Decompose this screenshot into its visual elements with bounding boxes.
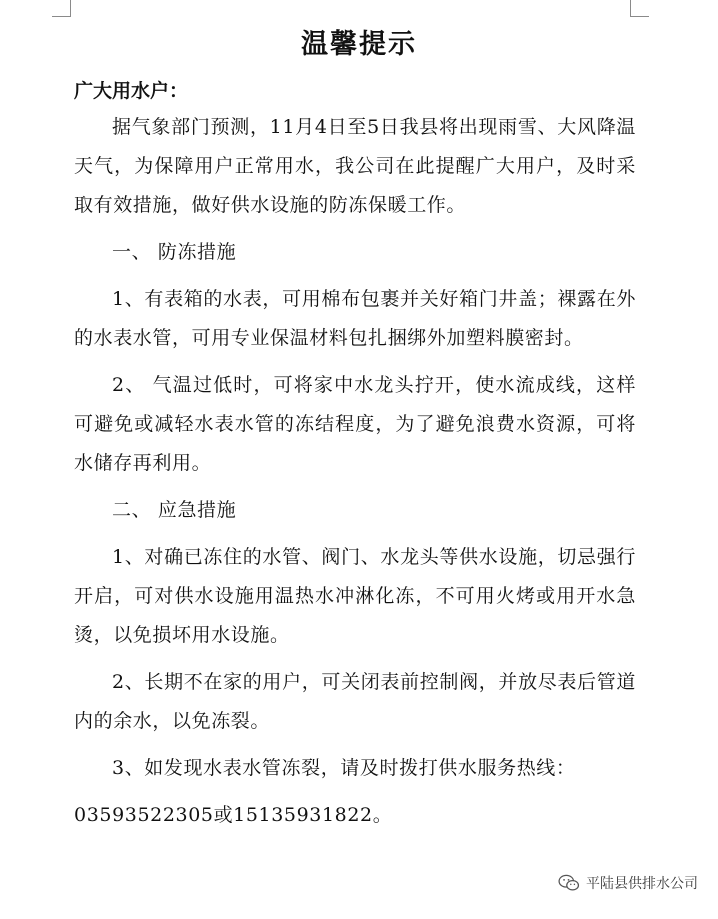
section-heading-antifreeze: 一、 防冻措施 [112,241,237,263]
crop-mark-top-right [630,0,649,17]
notice-body [74,108,636,835]
emergency-item-2: 2、长期不在家的用户，可关闭表前控制阀，并放尽表后管道内的余水，以免冻裂。 [74,671,636,732]
emergency-item-3-text: 3、如发现水表水管冻裂，请及时拨打供水服务热线： [112,757,576,779]
notice-greeting: 广大用水户： [74,80,189,102]
crop-mark-top-left [52,0,71,17]
emergency-item-1: 1、对确已冻住的水管、阀门、水龙头等供水设施，切忌强行开启，可对供水设施用温热水冲淋化冻，不可用火烤或用开水急烫，以免损坏用水设施。 [74,546,636,646]
emergency-item-3 [74,749,636,788]
antifreeze-item-1: 1、有表箱的水表，可用棉布包裹并关好箱门井盖；裸露在外的水表水管，可用专业保温材料包扎捆绑外加塑料膜密封。 [74,288,636,349]
watermark-label: 平陆县供排水公司 [586,876,698,892]
notice-title: 温馨提示 [301,29,417,60]
wechat-icon [558,874,580,892]
hotline-numbers: 03593522305或15135931822。 [74,804,393,826]
section-heading-emergency: 二、 应急措施 [112,499,237,521]
intro-paragraph: 据气象部门预测，11月4日至5日我县将出现雨雪、大风降温天气，为保障用户正常用水，我公司在此提醒广大用户，及时采取有效措施，做好供水设施的防冻保暖工作。 [74,116,636,216]
source-watermark [558,873,698,893]
antifreeze-item-2: 2、 气温过低时，可将家中水龙头拧开，使水流成线，这样可避免或减轻水表水管的冻结程度，为了避免浪费水资源，可将水储存再利用。 [74,374,636,474]
